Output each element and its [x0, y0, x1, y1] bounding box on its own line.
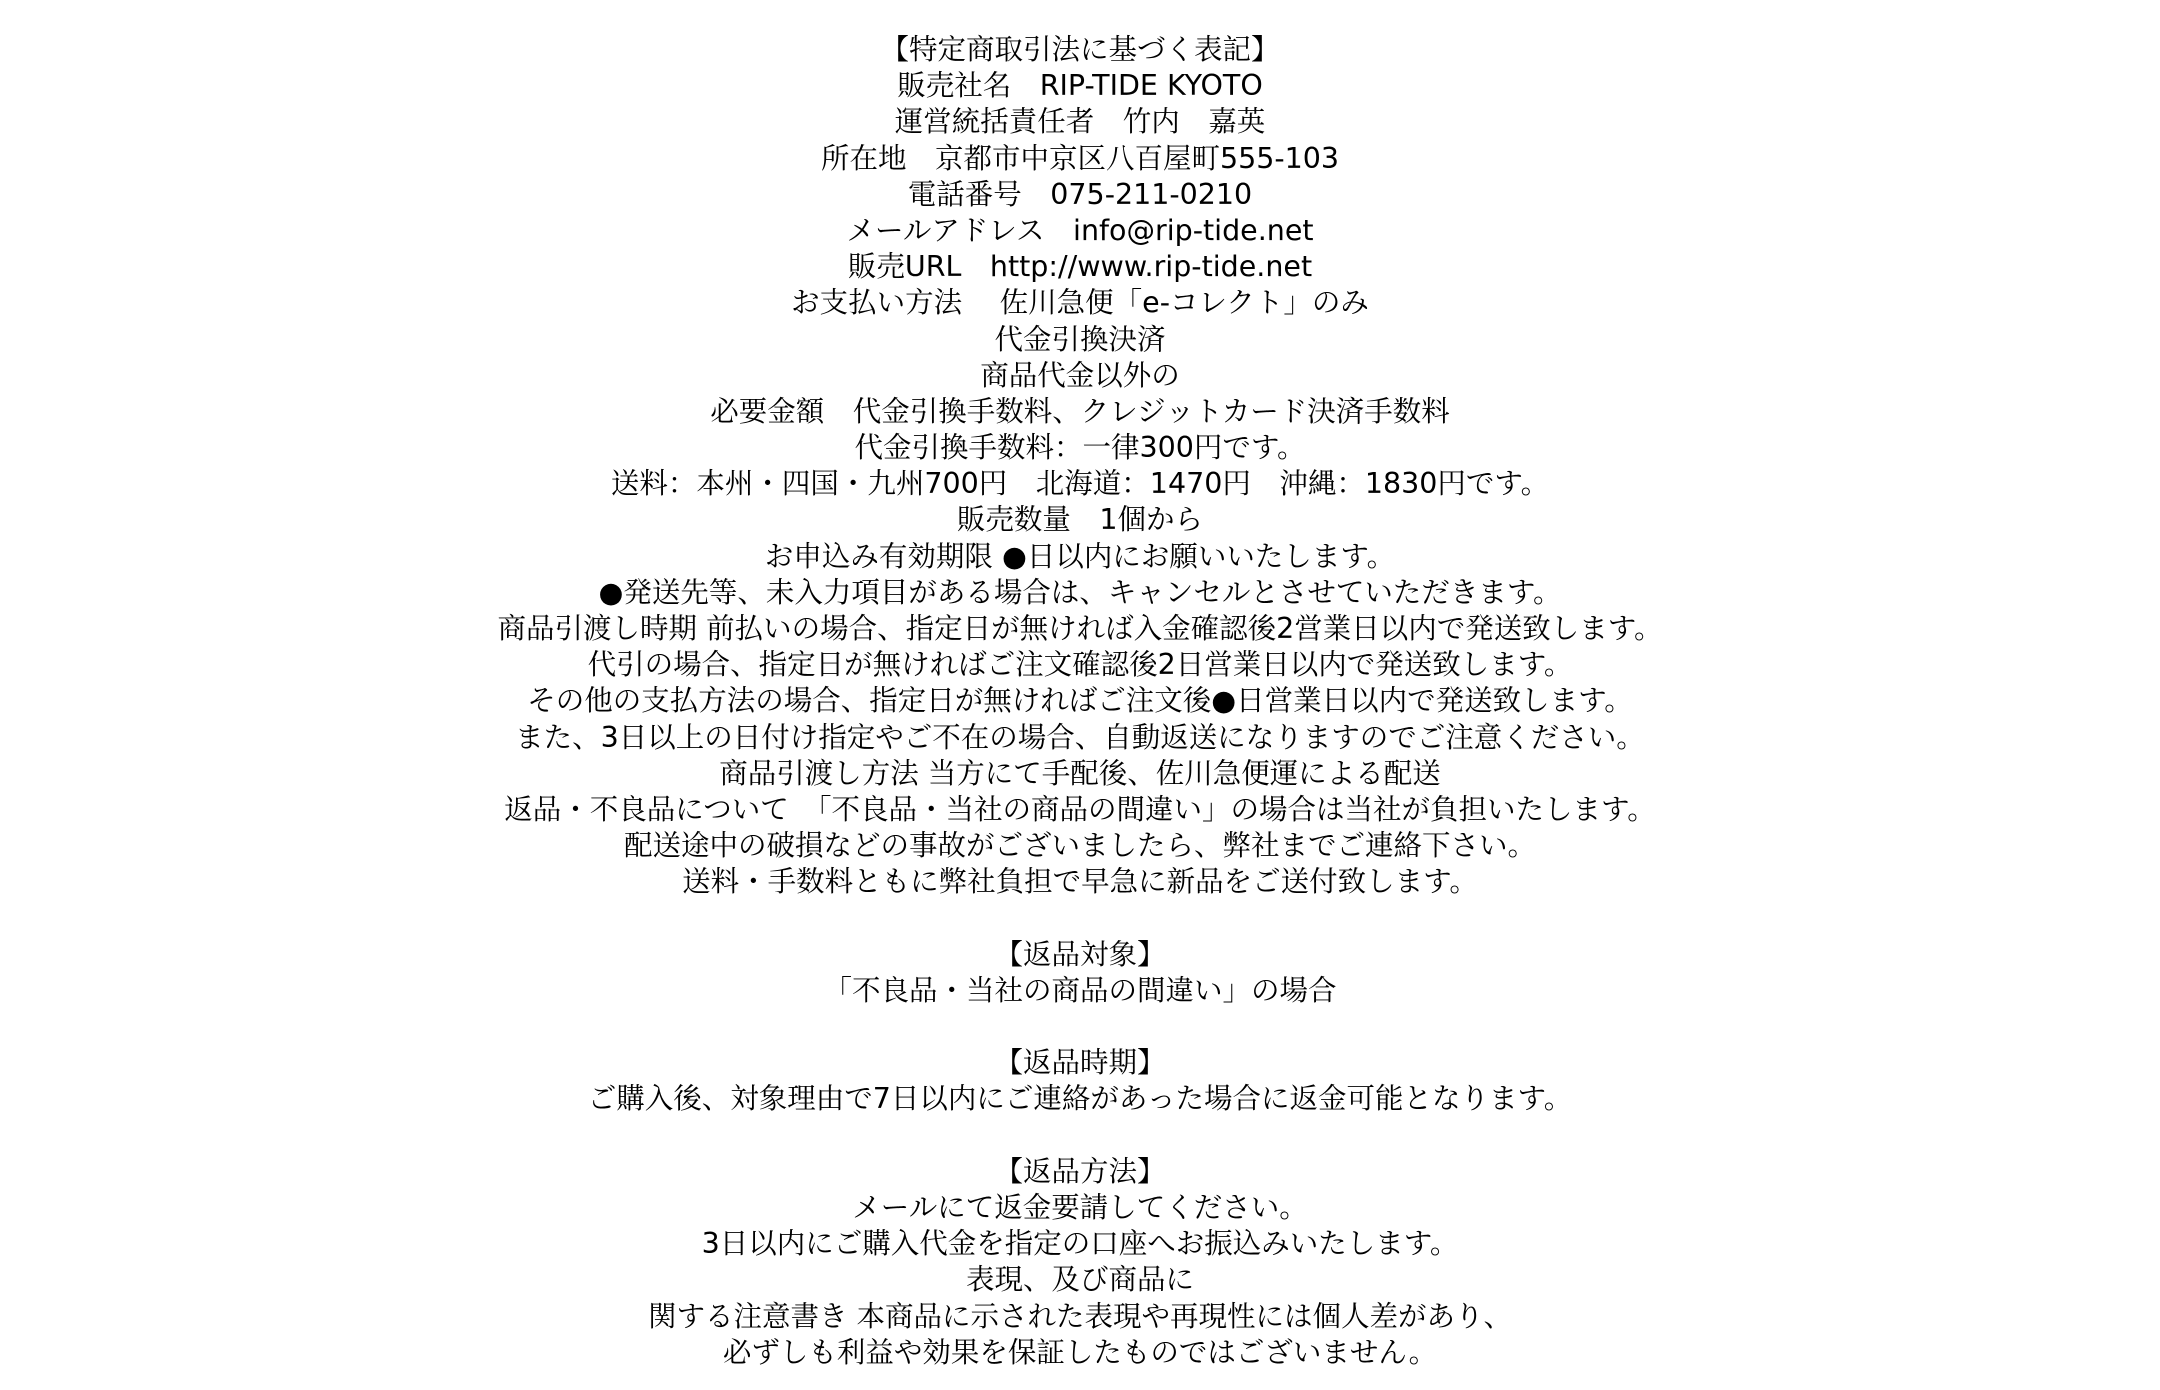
email-address: メールアドレス info@rip-tide.net [846, 213, 1314, 247]
replacement-note: 送料・手数料ともに弊社負担で早急に新品をご送付致します。 [682, 865, 1478, 899]
shipping-fees: 送料：本州・四国・九州700円 北海道：1470円 沖縄：1830円です。 [610, 467, 1550, 501]
sales-quantity: 販売数量 1個から [956, 503, 1204, 537]
address: 所在地 京都市中京区八百屋町555-103 [820, 141, 1340, 175]
returns-target-text: 「不良品・当社の商品の間違い」の場合 [823, 973, 1337, 1007]
returns-target-heading: 【返品対象】 [994, 937, 1166, 971]
spacer [0, 1009, 2160, 1045]
payment-method-cod: 代金引換決済 [994, 322, 1166, 356]
defective-returns: 返品・不良品について 「不良品・当社の商品の間違い」の場合は当社が負担いたします。 [504, 792, 1656, 826]
notice-title: 【特定商取引法に基づく表記】 [880, 33, 1280, 66]
responsible-person: 運営統括責任者 竹内 嘉英 [894, 105, 1266, 139]
disclaimer-label: 表現、及び商品に [965, 1263, 1194, 1297]
disclaimer-text: 関する注意書き 本商品に示された表現や再現性には個人差があり、 [647, 1299, 1513, 1333]
delivery-time-cod: 代引の場合、指定日が無ければご注文確認後2日営業日以内で発送致します。 [587, 648, 1573, 682]
returns-period-text: ご購入後、対象理由で7日以内にご連絡があった場合に返金可能となります。 [587, 1082, 1573, 1116]
spacer [0, 1118, 2160, 1154]
delivery-method: 商品引渡し方法 当方にて手配後、佐川急便運による配送 [719, 756, 1441, 790]
sales-url: 販売URL http://www.rip-tide.net [847, 250, 1313, 284]
delivery-time-other: その他の支払方法の場合、指定日が無ければご注文後●日営業日以内で発送致します。 [527, 684, 1633, 718]
phone-number: 電話番号 075-211-0210 [907, 177, 1253, 211]
returns-method-email: メールにて返金要請してください。 [852, 1191, 1308, 1224]
delivery-date-note: また、3日以上の日付け指定やご不在の場合、自動返送になりますのでご注意ください。 [515, 720, 1645, 754]
application-validity: お申込み有効期限 ●日以内にお願いいたします。 [764, 539, 1396, 573]
cod-fee: 代金引換手数料：一律300円です。 [854, 431, 1306, 465]
payment-method: お支払い方法 佐川急便「e-コレクト」のみ [791, 286, 1369, 320]
cancellation-note: ●発送先等、未入力項目がある場合は、キャンセルとさせていただきます。 [598, 575, 1562, 609]
delivery-time-prepaid: 商品引渡し時期 前払いの場合、指定日が無ければ入金確認後2営業日以内で発送致します。 [497, 612, 1663, 645]
legal-notice-document [0, 32, 2160, 1371]
extra-charges: 必要金額 代金引換手数料、クレジットカード決済手数料 [710, 394, 1450, 428]
disclaimer-text-2: 必ずしも利益や効果を保証したものではございません。 [722, 1335, 1438, 1369]
damage-contact: 配送途中の破損などの事故がございましたら、弊社までご連絡下さい。 [623, 829, 1536, 863]
returns-method-refund: 3日以内にご購入代金を指定の口座へお振込みいたします。 [701, 1227, 1459, 1261]
spacer [0, 901, 2160, 937]
returns-method-heading: 【返品方法】 [994, 1154, 1166, 1188]
returns-period-heading: 【返品時期】 [994, 1046, 1166, 1080]
seller-name: 販売社名 RIP-TIDE KYOTO [897, 69, 1263, 103]
extra-charges-label: 商品代金以外の [980, 358, 1180, 392]
